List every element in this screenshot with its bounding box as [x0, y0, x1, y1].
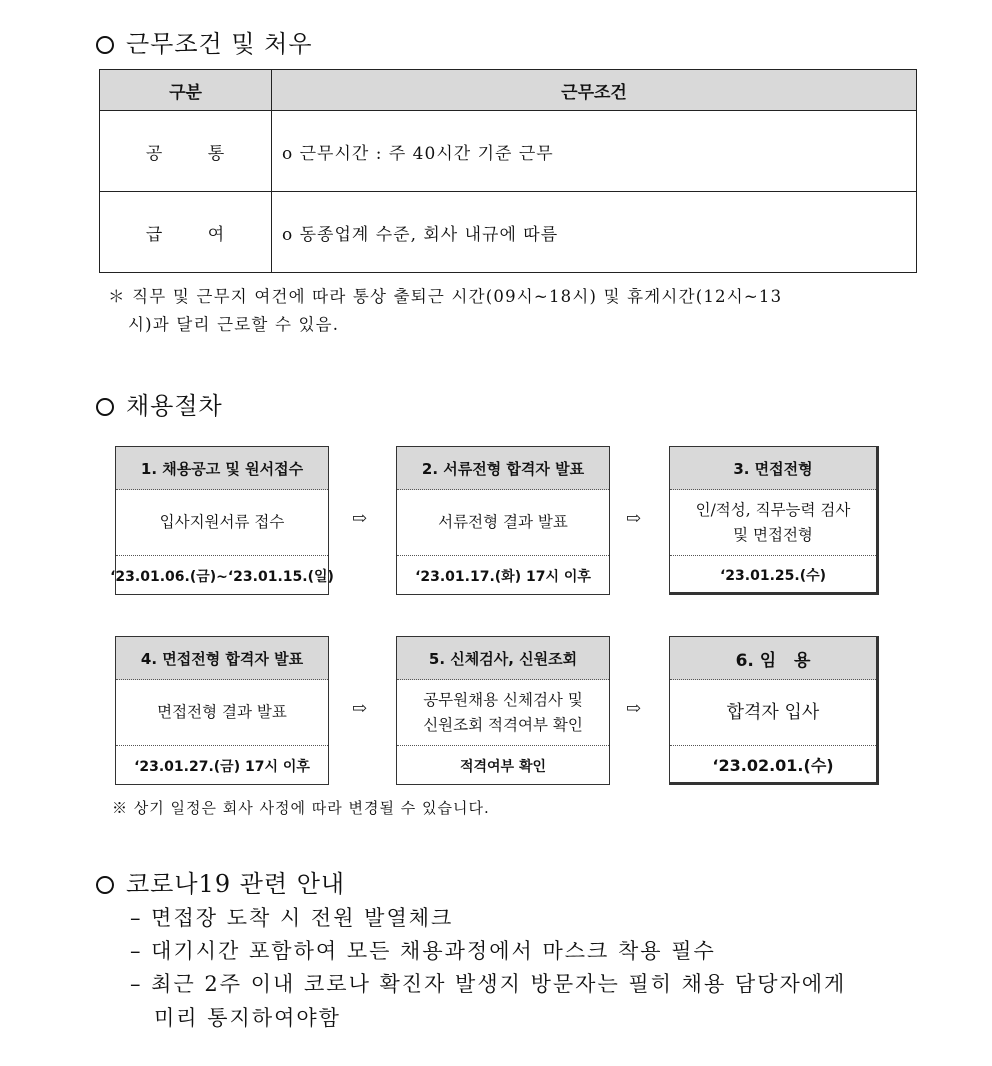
step-body-line: 및 면접전형	[733, 525, 813, 544]
step-date: ‘23.01.27.(금) 17시 이후	[134, 759, 310, 775]
section-title: 근무조건 및 처우	[126, 30, 313, 58]
process-step-4	[115, 636, 329, 785]
step-title: 3. 면접전형	[670, 447, 876, 490]
row-value-salary: o 동종업계 수준, 회사 내규에 따름	[272, 192, 917, 273]
list-item-continuation: 미리 통지하여야함	[154, 1006, 341, 1030]
step-date: ‘23.02.01.(수)	[712, 756, 834, 775]
process-step-2	[396, 446, 610, 595]
circle-bullet-icon	[96, 36, 114, 54]
step-title: 4. 면접전형 합격자 발표	[116, 637, 328, 680]
step-body-line: 입사지원서류 접수	[159, 513, 285, 531]
section-heading-process	[96, 386, 223, 421]
step-title: 2. 서류전형 합격자 발표	[397, 447, 609, 490]
step-body	[670, 490, 876, 556]
section-heading-covid	[96, 864, 345, 899]
right-arrow-icon: ⇨	[352, 508, 368, 529]
step-body-line: 면접전형 결과 발표	[157, 703, 287, 721]
step-title: 1. 채용공고 및 원서접수	[116, 447, 328, 490]
process-step-6	[669, 636, 879, 785]
table-row	[100, 111, 917, 192]
step-date: ‘23.01.25.(수)	[719, 567, 827, 584]
section-title: 코로나19 관련 안내	[126, 870, 346, 898]
step-title: 6. 임 용	[670, 637, 876, 680]
list-item: – 면접장 도착 시 전원 발열체크	[130, 906, 454, 930]
step-body-line: 신원조회 적격여부 확인	[423, 715, 583, 734]
step-body	[397, 490, 609, 556]
step-body	[116, 490, 328, 556]
circle-bullet-icon	[96, 398, 114, 416]
table-header-conditions: 근무조건	[272, 70, 917, 111]
table-header-category: 구분	[100, 70, 272, 111]
circle-bullet-icon	[96, 876, 114, 894]
step-body	[397, 680, 609, 746]
step-title: 5. 신체검사, 신원조회	[397, 637, 609, 680]
process-step-5	[396, 636, 610, 785]
step-body-line: 인/적성, 직무능력 검사	[695, 500, 851, 519]
right-arrow-icon: ⇨	[626, 508, 642, 529]
step-date: ‘23.01.17.(화) 17시 이후	[415, 569, 591, 585]
section-title: 채용절차	[126, 392, 223, 420]
row-label-common: 공 통	[100, 111, 272, 192]
schedule-change-note: ※ 상기 일정은 회사 사정에 따라 변경될 수 있습니다.	[112, 799, 490, 817]
step-body-line: 공무원채용 신체검사 및	[423, 690, 583, 709]
conditions-note-line1: ＊ 직무 및 근무지 여건에 따라 통상 출퇴근 시간(09시~18시) 및 휴게시간(12시~13	[108, 287, 783, 306]
list-item: – 최근 2주 이내 코로나 확진자 발생지 방문자는 필히 채용 담당자에게	[130, 972, 847, 996]
conditions-table	[99, 69, 917, 273]
step-body-line: 서류전형 결과 발표	[438, 513, 568, 531]
step-body	[670, 680, 876, 746]
table-row	[100, 192, 917, 273]
row-label-salary: 급 여	[100, 192, 272, 273]
section-heading-conditions	[96, 24, 313, 59]
step-body-line: 합격자 입사	[726, 702, 820, 723]
right-arrow-icon: ⇨	[626, 698, 642, 719]
step-date: 적격여부 확인	[459, 759, 547, 775]
step-date: ‘23.01.06.(금)~‘23.01.15.(일)	[110, 569, 334, 585]
table-header-row	[100, 70, 917, 111]
list-item: – 대기시간 포함하여 모든 채용과정에서 마스크 착용 필수	[130, 939, 716, 963]
step-body	[116, 680, 328, 746]
process-step-3	[669, 446, 879, 595]
right-arrow-icon: ⇨	[352, 698, 368, 719]
process-step-1	[110, 446, 334, 595]
row-value-hours: o 근무시간 : 주 40시간 기준 근무	[272, 111, 917, 192]
conditions-note-line2: 시)과 달리 근로할 수 있음.	[128, 315, 340, 334]
